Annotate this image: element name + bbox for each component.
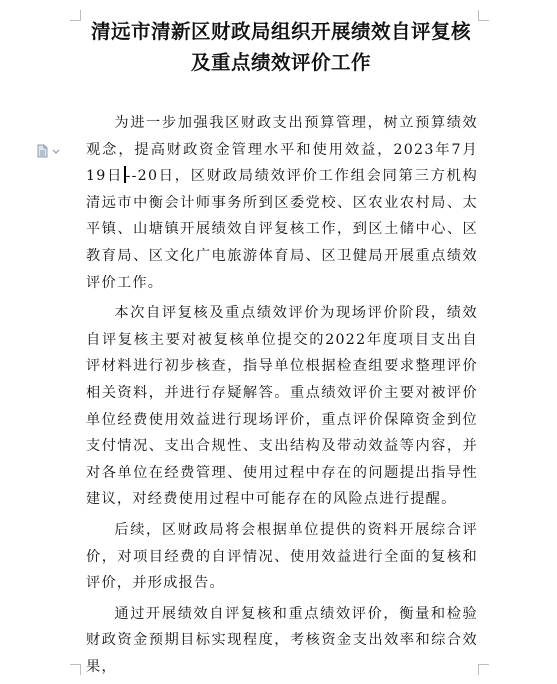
margin-corner-mark-bottom-left bbox=[70, 664, 81, 675]
paragraph: 通过开展绩效自评复核和重点绩效评价，衡量和检验财政资金预期目标实现程度，考核资金支出效率和综合效果， bbox=[86, 605, 478, 675]
paragraph-text: 为进一步加强我区财政支出预算管理，树立预算绩效观念，提高财政资金管理水平和使用效益，2023年7月19日 bbox=[86, 115, 478, 185]
document-icon-glyph bbox=[36, 144, 64, 158]
margin-corner-mark-top-left bbox=[70, 10, 81, 21]
document-title: 清远市清新区财政局组织开展绩效自评复核及重点绩效评价工作 bbox=[90, 20, 471, 74]
document-icon[interactable] bbox=[36, 144, 64, 158]
paragraph: 本次自评复核及重点绩效评价为现场评价阶段，绩效自评复核主要对被复核单位提交的2022年度项目支出自评材料进行初步核查，指导单位根据检查组要求整理评价相关资料，并进行存疑解答。重点绩效评价主要对被评价单位经费使用效益进行现场评价，重点评价保障资金到位支付情况、支出合规性、支出结构及带动效益等内容，并对各单位在经费管理、使用过程中存在的问题提出指导性建议，对经费使用过程中可能存在的风险点进行提醒。 bbox=[86, 305, 478, 508]
paragraph bbox=[86, 110, 478, 296]
paragraph: 后续，区财政局将会根据单位提供的资料开展综合评价，对项目经费的自评情况、使用效益进行全面的复核和评价，并形成报告。 bbox=[86, 521, 478, 592]
document-body[interactable] bbox=[86, 110, 478, 684]
paragraph-text: --20日，区财政局绩效评价工作组会同第三方机构清远市中衡会计师事务所到区委党校、区农业农村局、太平镇、山塘镇开展绩效自评复核工作，到区土储中心、区教育局、区文化广电旅游体育局、区卫健局开展重点绩效评价工作。 bbox=[86, 168, 478, 291]
margin-corner-mark-top-right bbox=[478, 10, 489, 21]
margin-corner-mark-bottom-right bbox=[478, 664, 489, 675]
